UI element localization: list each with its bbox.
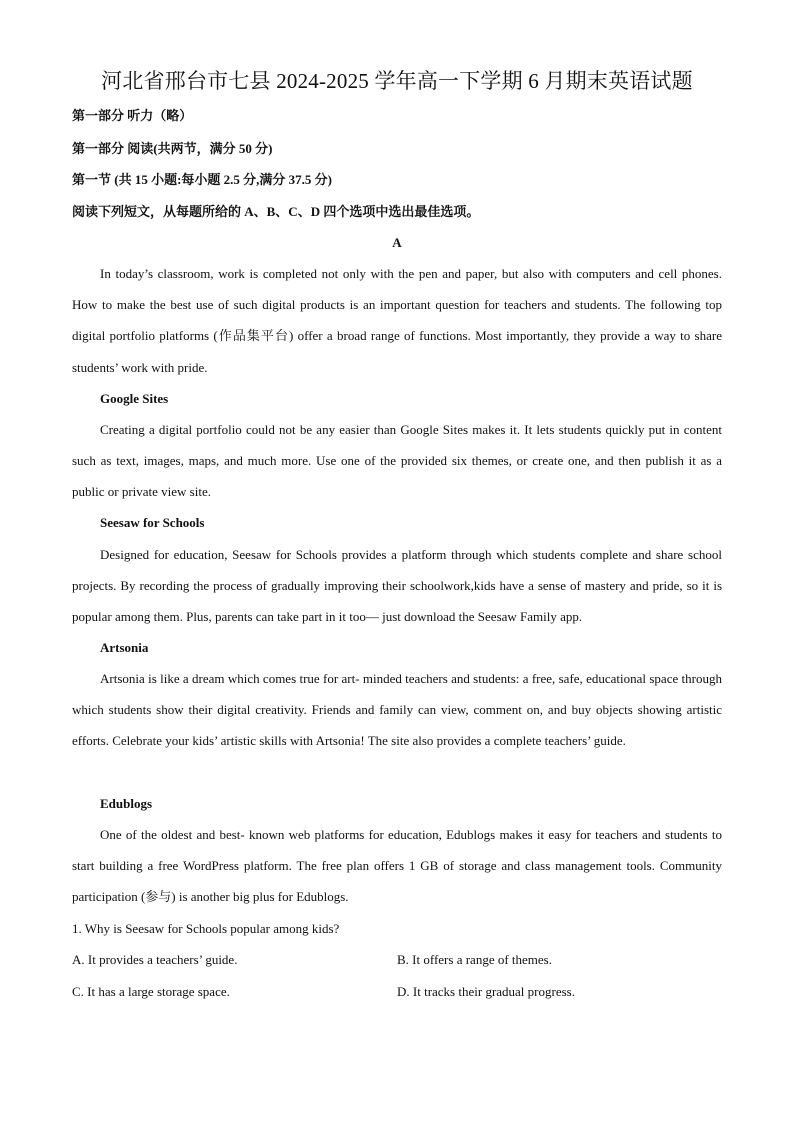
option-b: B. It offers a range of themes.: [397, 952, 552, 967]
part-one-reading-header: 第一部分 阅读(共两节，满分 50 分): [72, 141, 273, 156]
page-title: 河北省邢台市七县 2024-2025 学年高一下学期 6 月期末英语试题: [101, 69, 693, 93]
option-a: A. It provides a teachers’ guide.: [72, 952, 238, 967]
section-heading-edublogs: Edublogs: [100, 796, 153, 811]
question-stem: 1. Why is Seesaw for Schools popular among kids?: [72, 921, 340, 936]
instruction-text: 阅读下列短文，从每题所给的 A、B、C、D 四个选项中选出最佳选项。: [72, 204, 480, 219]
section-heading-google-sites: Google Sites: [100, 391, 169, 406]
passage-label: A: [392, 235, 402, 250]
section-heading-artsonia: Artsonia: [100, 640, 149, 655]
part-one-listening-header: 第一部分 听力（略）: [72, 108, 193, 123]
edublogs-paragraph: One of the oldest and best- known web platforms for education, Edublogs makes it easy for teachers and students to start building a free WordPress platform. The free plan offers 1 GB of storage and class management tools. Community participation (参与) is another big plus for Edublogs.: [72, 827, 722, 905]
artsonia-paragraph: Artsonia is like a dream which comes true for art- minded teachers and students: a free, safe, educational space through which students show their digital creativity. Friends and family can view, comment on, and buy objects showing artistic efforts. Celebrate your kids’ artistic skills with Artsonia! The site also provides a complete teachers’ guide.: [72, 671, 722, 749]
section-heading-seesaw: Seesaw for Schools: [100, 515, 205, 530]
option-c: C. It has a large storage space.: [72, 984, 230, 999]
option-d: D. It tracks their gradual progress.: [397, 984, 575, 999]
google-sites-paragraph: Creating a digital portfolio could not be any easier than Google Sites makes it. It lets students quickly put in content such as text, images, maps, and much more. Use one of the provided six themes, or create one, and then publish it as a public or private view site.: [72, 422, 722, 500]
passage-intro-paragraph: In today’s classroom, work is completed not only with the pen and paper, but also with computers and cell phones. How to make the best use of such digital products is an important question for teachers and students. The following top digital portfolio platforms (作品集平台) offer a broad range of functions. Most importantly, they provide a way to share students’ work with pride.: [72, 266, 722, 375]
section-one-header: 第一节 (共 15 小题:每小题 2.5 分,满分 37.5 分): [72, 172, 332, 187]
seesaw-paragraph: Designed for education, Seesaw for Schools provides a platform through which students complete and share school projects. By recording the process of gradually improving their schoolwork,kids have a sense of mastery and pride, so it is popular among them. Plus, parents can take part in it too— just download the Seesaw Family app.: [72, 547, 722, 625]
